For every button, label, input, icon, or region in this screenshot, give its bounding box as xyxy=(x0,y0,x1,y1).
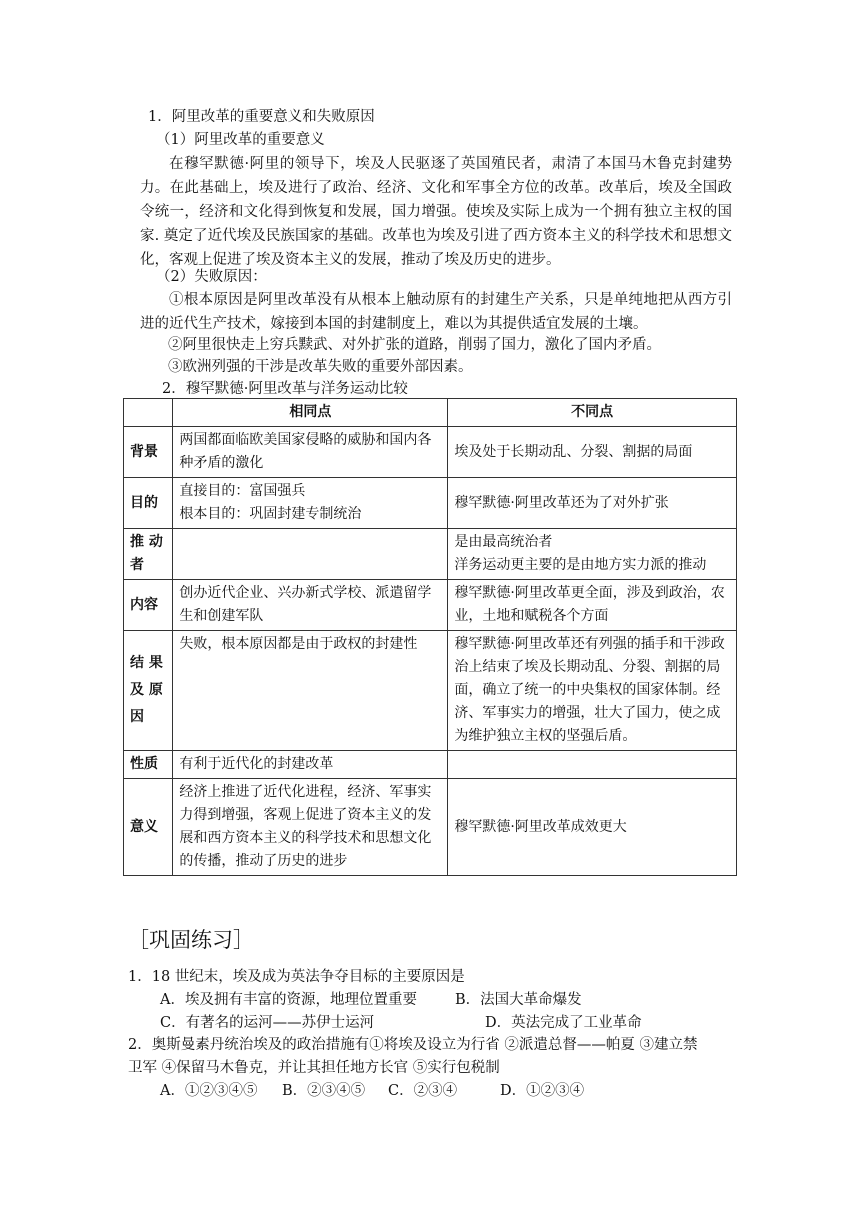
cell-same: 有利于近代化的封建改革 xyxy=(173,751,448,779)
significance-text: 在穆罕默德·阿里的领导下，埃及人民驱逐了英国殖民者，肃清了本国马木鲁克封建势力。在此基础上，埃及进行了政治、经济、文化和军事全方位的改革。改革后，埃及全国政令统一，经济和文化得到恢复和发展，国力增强。使埃及实际上成为一个拥有独立主权的国家. 奠定了近代埃及民族国家的基础。改革也为埃及引进了西方资本主义的科学技术和思想文化，客观上促进了埃及资本主义的发展，推动了埃及历史的进步。 xyxy=(140,156,732,268)
q2-option-d: D．①②③④ xyxy=(500,1083,585,1099)
row-label: 性质 xyxy=(124,751,173,779)
q2-option-c: C．②③④ xyxy=(388,1083,458,1099)
significance-paragraph xyxy=(140,152,732,272)
cell-diff: 穆罕默德·阿里改革还有列强的插手和干涉政治上结束了埃及长期动乱、分裂、割据的局面，确立了统一的中央集权的国家体制。经济、军事实力的增强，壮大了国力，使之成为维护独立主权的坚强后盾。 xyxy=(448,631,737,751)
table-row xyxy=(124,631,737,751)
cell-same: 两国都面临欧美国家侵略的威胁和国内各种矛盾的激化 xyxy=(173,427,448,478)
reason-1 xyxy=(140,288,732,336)
table-header-same: 相同点 xyxy=(173,399,448,427)
row-label: 目的 xyxy=(124,478,173,529)
question-2-stem-line2: 卫军 ④保留马木鲁克，并让其担任地方长官 ⑤实行包税制 xyxy=(128,1060,500,1076)
cell-same: 失败，根本原因都是由于政权的封建性 xyxy=(173,631,448,751)
question-2-stem-line1: 2．奥斯曼素丹统治埃及的政治措施有①将埃及设立为行省 ②派遣总督——帕夏 ③建立禁 xyxy=(128,1037,698,1053)
row-label: 背景 xyxy=(124,427,173,478)
table-header-row xyxy=(124,399,737,427)
cell-diff xyxy=(448,751,737,779)
cell-same: 经济上推进了近代化进程，经济、军事实力得到增强，客观上促进了资本主义的发展和西方资本主义的科学技术和思想文化的传播，推动了历史的进步 xyxy=(173,779,448,876)
q2-option-b: B．②③④⑤ xyxy=(282,1083,366,1099)
cell-same xyxy=(173,529,448,580)
q1-option-b: B．法国大革命爆发 xyxy=(455,992,582,1008)
table-row xyxy=(124,427,737,478)
table-row xyxy=(124,478,737,529)
table-row xyxy=(124,529,737,580)
section1-sub2: （2）失败原因： xyxy=(156,269,267,285)
practice-title: ［巩固练习］ xyxy=(128,928,254,952)
section1-title: 1．阿里改革的重要意义和失败原因 xyxy=(148,109,375,125)
cell-same: 直接目的：富国强兵 根本目的：巩固封建专制统治 xyxy=(173,478,448,529)
reason-2: ②阿里很快走上穷兵黩武、对外扩张的道路，削弱了国力，激化了国内矛盾。 xyxy=(168,337,661,353)
cell-diff: 穆罕默德·阿里改革成效更大 xyxy=(448,779,737,876)
cell-diff: 穆罕默德·阿里改革更全面，涉及到政治，农业，土地和赋税各个方面 xyxy=(448,580,737,631)
table-header-diff: 不同点 xyxy=(448,399,737,427)
table-row xyxy=(124,580,737,631)
table-header-blank xyxy=(124,399,173,427)
row-label: 意义 xyxy=(124,779,173,876)
section1-sub1: （1）阿里改革的重要意义 xyxy=(156,132,325,148)
comparison-table xyxy=(123,398,737,876)
question-1-stem: 1．18 世纪末，埃及成为英法争夺目标的主要原因是 xyxy=(128,969,465,985)
section2-title: 2．穆罕默德·阿里改革与洋务运动比较 xyxy=(162,381,408,397)
cell-diff: 埃及处于长期动乱、分裂、割据的局面 xyxy=(448,427,737,478)
row-label: 结 果 及 原 因 xyxy=(124,631,173,751)
q1-option-c: C．有著名的运河——苏伊士运河 xyxy=(160,1015,375,1031)
table-row xyxy=(124,779,737,876)
cell-diff: 是由最高统治者 洋务运动更主要的是由地方实力派的推动 xyxy=(448,529,737,580)
q1-option-d: D．英法完成了工业革命 xyxy=(485,1015,642,1031)
cell-same: 创办近代企业、兴办新式学校、派遣留学生和创建军队 xyxy=(173,580,448,631)
row-label: 推 动 者 xyxy=(124,529,173,580)
row-label: 内容 xyxy=(124,580,173,631)
q1-option-a: A．埃及拥有丰富的资源，地理位置重要 xyxy=(160,992,417,1008)
table-row xyxy=(124,751,737,779)
cell-diff: 穆罕默德·阿里改革还为了对外扩张 xyxy=(448,478,737,529)
reason-3: ③欧洲列强的干涉是改革失败的重要外部因素。 xyxy=(168,359,473,375)
reason-1-text: ①根本原因是阿里改革没有从根本上触动原有的封建生产关系，只是单纯地把从西方引进的近代生产技术，嫁接到本国的封建制度上，难以为其提供适宜发展的土壤。 xyxy=(140,292,732,332)
q2-option-a: A．①②③④⑤ xyxy=(160,1083,258,1099)
